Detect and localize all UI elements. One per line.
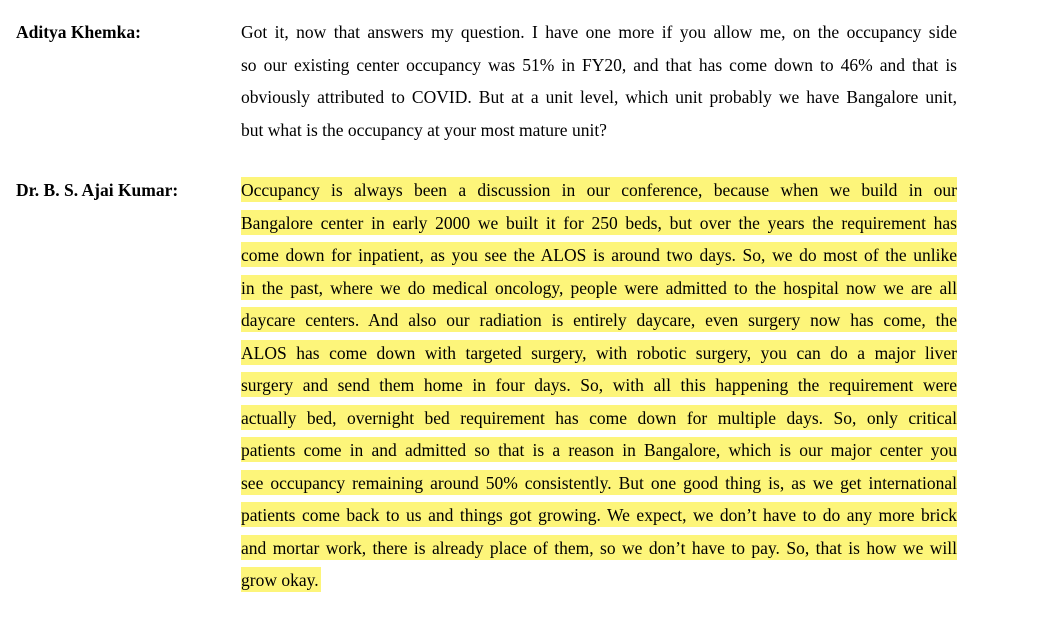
highlighted-text-line: see occupancy remaining around 50% consistently. But one good thing is, as we get international bbox=[241, 470, 957, 503]
highlighted-text-line: Occupancy is always been a discussion in our conference, because when we build in our bbox=[241, 177, 957, 210]
highlighted-text-line: grow okay. bbox=[241, 567, 957, 600]
highlighted-text-line: surgery and send them home in four days. So, with all this happening the requirement were bbox=[241, 372, 957, 405]
highlighted-text-line: come down for inpatient, as you see the ALOS is around two days. So, we do most of the unlike bbox=[241, 242, 957, 275]
highlighted-text-line: patients come in and admitted so that is a reason in Bangalore, which is our major center you bbox=[241, 437, 957, 470]
speaker-name: Dr. B. S. Ajai Kumar: bbox=[16, 180, 179, 200]
highlighted-text-line: Bangalore center in early 2000 we built it for 250 beds, but over the years the requirement has bbox=[241, 210, 957, 243]
highlighted-remarks bbox=[241, 177, 957, 600]
text-line: but what is the occupancy at your most mature unit? bbox=[241, 119, 607, 140]
highlighted-text-line: and mortar work, there is already place of them, so we don’t have to pay. So, that is how we will bbox=[241, 535, 957, 568]
speaker-name: Aditya Khemka: bbox=[16, 22, 141, 42]
highlighted-text-line: actually bed, overnight bed requirement has come down for multiple days. So, only critical bbox=[241, 405, 957, 438]
highlighted-text-line: in the past, where we do medical oncology, people were admitted to the hospital now we are all bbox=[241, 275, 957, 308]
text-line: obviously attributed to COVID. But at a unit level, which unit probably we have Bangalore unit, bbox=[241, 87, 957, 107]
text-line: so our existing center occupancy was 51% in FY20, and that has come down to 46% and that is bbox=[241, 54, 957, 75]
highlighted-text-line: patients come back to us and things got growing. We expect, we don’t have to do any more brick bbox=[241, 502, 957, 535]
speaker-remarks bbox=[241, 19, 957, 149]
text-line: Got it, now that answers my question. I have one more if you allow me, on the occupancy side bbox=[241, 22, 957, 42]
highlighted-text-line: ALOS has come down with targeted surgery, with robotic surgery, you can do a major liver bbox=[241, 340, 957, 373]
highlighted-text-line: daycare centers. And also our radiation is entirely daycare, even surgery now has come, the bbox=[241, 307, 957, 340]
